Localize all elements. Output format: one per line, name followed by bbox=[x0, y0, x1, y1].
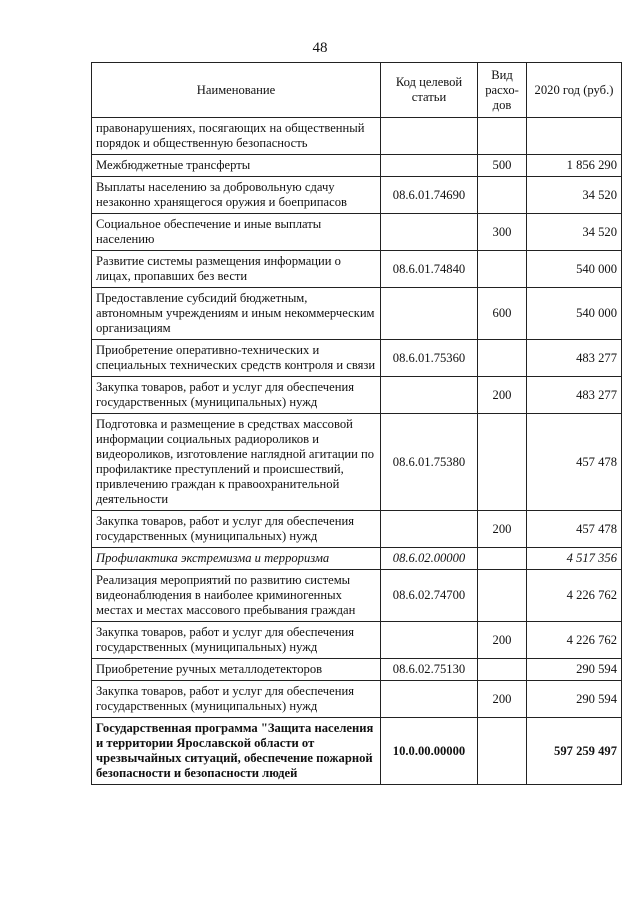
table-row bbox=[92, 414, 622, 511]
row-type-cell bbox=[478, 251, 527, 288]
row-type-cell bbox=[478, 570, 527, 622]
row-type-cell: 300 bbox=[478, 214, 527, 251]
row-sum-cell: 4 517 356 bbox=[527, 548, 622, 570]
row-name-cell: Предоставление субсидий бюджетным, автономным учреждениям и иным некоммерческим организациям bbox=[92, 288, 381, 340]
row-code-cell bbox=[381, 511, 478, 548]
table-row bbox=[92, 177, 622, 214]
row-code-cell bbox=[381, 118, 478, 155]
row-sum-cell bbox=[527, 118, 622, 155]
header-type: Вид расхо-дов bbox=[478, 63, 527, 118]
row-code-cell bbox=[381, 155, 478, 177]
row-sum-cell: 483 277 bbox=[527, 340, 622, 377]
row-sum-cell: 1 856 290 bbox=[527, 155, 622, 177]
row-type-cell: 200 bbox=[478, 511, 527, 548]
row-code-cell bbox=[381, 622, 478, 659]
row-code-cell bbox=[381, 214, 478, 251]
row-name-cell: Приобретение оперативно-технических и специальных технических средств контроля и связи bbox=[92, 340, 381, 377]
table-row bbox=[92, 548, 622, 570]
table-row bbox=[92, 622, 622, 659]
table-header-row bbox=[92, 63, 622, 118]
row-sum-cell: 290 594 bbox=[527, 681, 622, 718]
table-body bbox=[92, 118, 622, 785]
row-sum-cell: 483 277 bbox=[527, 377, 622, 414]
row-code-cell bbox=[381, 288, 478, 340]
table-row bbox=[92, 718, 622, 785]
row-sum-cell: 34 520 bbox=[527, 214, 622, 251]
row-name-cell: Выплаты населению за добровольную сдачу незаконно хранящегося оружия и боеприпасов bbox=[92, 177, 381, 214]
row-code-cell: 08.6.02.75130 bbox=[381, 659, 478, 681]
row-type-cell bbox=[478, 414, 527, 511]
table-row bbox=[92, 681, 622, 718]
row-name-cell: Закупка товаров, работ и услуг для обеспечения государственных (муниципальных) нужд bbox=[92, 377, 381, 414]
row-name-cell: Социальное обеспечение и иные выплаты населению bbox=[92, 214, 381, 251]
row-type-cell: 200 bbox=[478, 377, 527, 414]
table-row bbox=[92, 288, 622, 340]
row-type-cell: 500 bbox=[478, 155, 527, 177]
row-name-cell: Государственная программа "Защита населения и территории Ярославской области от чрезвычайных ситуаций, обеспечение пожарной безопасности и безопасности людей bbox=[92, 718, 381, 785]
row-code-cell: 08.6.01.75360 bbox=[381, 340, 478, 377]
row-name-cell: Развитие системы размещения информации о лицах, пропавших без вести bbox=[92, 251, 381, 288]
header-sum: 2020 год (руб.) bbox=[527, 63, 622, 118]
table-row bbox=[92, 377, 622, 414]
row-sum-cell: 4 226 762 bbox=[527, 570, 622, 622]
row-name-cell: Подготовка и размещение в средствах массовой информации социальных радиороликов и видеороликов, изготовление наглядной агитации по профилактике преступлений и происшествий, привлечению граждан к правоохранительной деятельности bbox=[92, 414, 381, 511]
row-sum-cell: 457 478 bbox=[527, 511, 622, 548]
table-row bbox=[92, 214, 622, 251]
row-name-cell: Закупка товаров, работ и услуг для обеспечения государственных (муниципальных) нужд bbox=[92, 622, 381, 659]
table-row bbox=[92, 155, 622, 177]
row-code-cell bbox=[381, 377, 478, 414]
table-row bbox=[92, 118, 622, 155]
row-code-cell: 08.6.01.75380 bbox=[381, 414, 478, 511]
row-type-cell: 200 bbox=[478, 622, 527, 659]
row-type-cell bbox=[478, 177, 527, 214]
row-code-cell: 08.6.02.00000 bbox=[381, 548, 478, 570]
row-sum-cell: 457 478 bbox=[527, 414, 622, 511]
row-code-cell bbox=[381, 681, 478, 718]
header-code: Код целевой статьи bbox=[381, 63, 478, 118]
row-sum-cell: 34 520 bbox=[527, 177, 622, 214]
row-sum-cell: 597 259 497 bbox=[527, 718, 622, 785]
header-name: Наименование bbox=[92, 63, 381, 118]
table-row bbox=[92, 251, 622, 288]
row-sum-cell: 540 000 bbox=[527, 288, 622, 340]
row-code-cell: 08.6.01.74840 bbox=[381, 251, 478, 288]
table-row bbox=[92, 511, 622, 548]
row-type-cell bbox=[478, 548, 527, 570]
row-sum-cell: 290 594 bbox=[527, 659, 622, 681]
row-type-cell bbox=[478, 340, 527, 377]
row-type-cell bbox=[478, 718, 527, 785]
table-row bbox=[92, 659, 622, 681]
row-name-cell: Реализация мероприятий по развитию системы видеонаблюдения в наиболее криминогенных местах и местах массового пребывания граждан bbox=[92, 570, 381, 622]
row-name-cell: правонарушениях, посягающих на общественный порядок и общественную безопасность bbox=[92, 118, 381, 155]
row-name-cell: Закупка товаров, работ и услуг для обеспечения государственных (муниципальных) нужд bbox=[92, 511, 381, 548]
row-code-cell: 08.6.02.74700 bbox=[381, 570, 478, 622]
row-name-cell: Закупка товаров, работ и услуг для обеспечения государственных (муниципальных) нужд bbox=[92, 681, 381, 718]
table-row bbox=[92, 570, 622, 622]
row-name-cell: Профилактика экстремизма и терроризма bbox=[92, 548, 381, 570]
row-name-cell: Приобретение ручных металлодетекторов bbox=[92, 659, 381, 681]
row-type-cell bbox=[478, 118, 527, 155]
row-name-cell: Межбюджетные трансферты bbox=[92, 155, 381, 177]
row-type-cell: 200 bbox=[478, 681, 527, 718]
row-sum-cell: 540 000 bbox=[527, 251, 622, 288]
budget-table bbox=[91, 62, 622, 785]
row-code-cell: 08.6.01.74690 bbox=[381, 177, 478, 214]
row-type-cell: 600 bbox=[478, 288, 527, 340]
table-row bbox=[92, 340, 622, 377]
page-number: 48 bbox=[312, 40, 328, 56]
row-type-cell bbox=[478, 659, 527, 681]
row-code-cell: 10.0.00.00000 bbox=[381, 718, 478, 785]
row-sum-cell: 4 226 762 bbox=[527, 622, 622, 659]
